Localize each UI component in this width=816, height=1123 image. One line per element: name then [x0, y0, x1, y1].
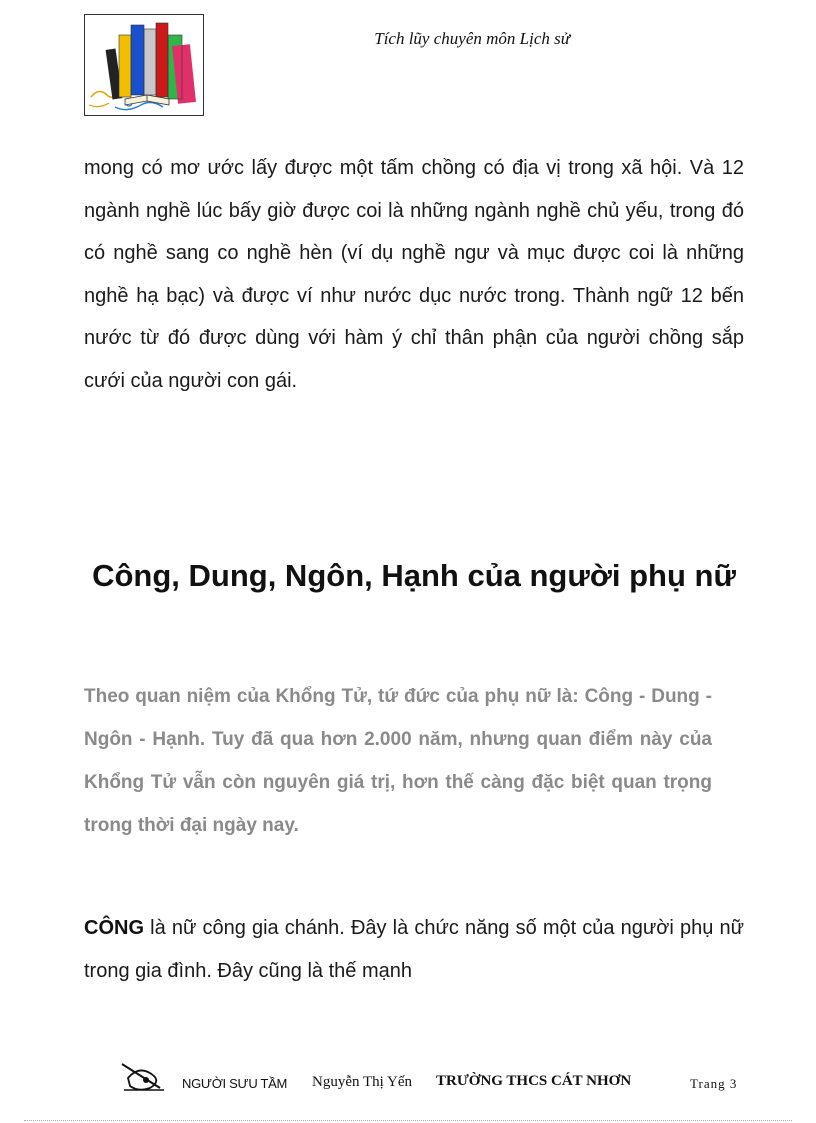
- footer-author: Nguyễn Thị Yến: [312, 1074, 412, 1090]
- books-icon: [85, 15, 203, 115]
- footer-label: NGƯỜI SƯU TẦM: [182, 1076, 288, 1091]
- paragraph-continuation: mong có mơ ước lấy được một tấm chồng có địa vị trong xã hội. Và 12 ngành nghề lúc bấy giờ được coi là những ngành nghề chủ yếu, trong đó có nghề sang co nghề hèn (ví dụ nghề ngư và mục được coi là những nghề hạ bạc) và được ví như nước dục nước trong. Thành ngữ 12 bến nước từ đó được dùng với hàm ý chỉ thân phận của người chồng sắp cưới của người con gái.: [84, 157, 744, 392]
- page-number: Trang 3: [690, 1076, 738, 1091]
- cong-keyword: CÔNG: [84, 917, 144, 939]
- footer-school: TRƯỜNG THCS CÁT NHƠN: [436, 1073, 632, 1089]
- section-title: Công, Dung, Ngôn, Hạnh của người phụ nữ: [92, 558, 736, 593]
- header-title: Tích lũy chuyên môn Lịch sử: [374, 29, 570, 48]
- pen-paper-icon: [120, 1060, 166, 1094]
- cong-text: là nữ công gia chánh. Đây là chức năng số một của người phụ nữ trong gia đình. Đây cũng là thế mạnh: [84, 917, 744, 982]
- paragraph-cong: [84, 907, 744, 992]
- section-intro: Theo quan niệm của Khổng Tử, tứ đức của phụ nữ là: Công - Dung - Ngôn - Hạnh. Tuy đã qua hơn 2.000 năm, nhưng quan điểm này của Khổng Tử vẫn còn nguyên giá trị, hơn thế càng đặc biệt quan trọng trong thời đại ngày nay.: [84, 686, 712, 836]
- books-logo: [84, 14, 204, 116]
- page-bottom-divider: [24, 1120, 792, 1121]
